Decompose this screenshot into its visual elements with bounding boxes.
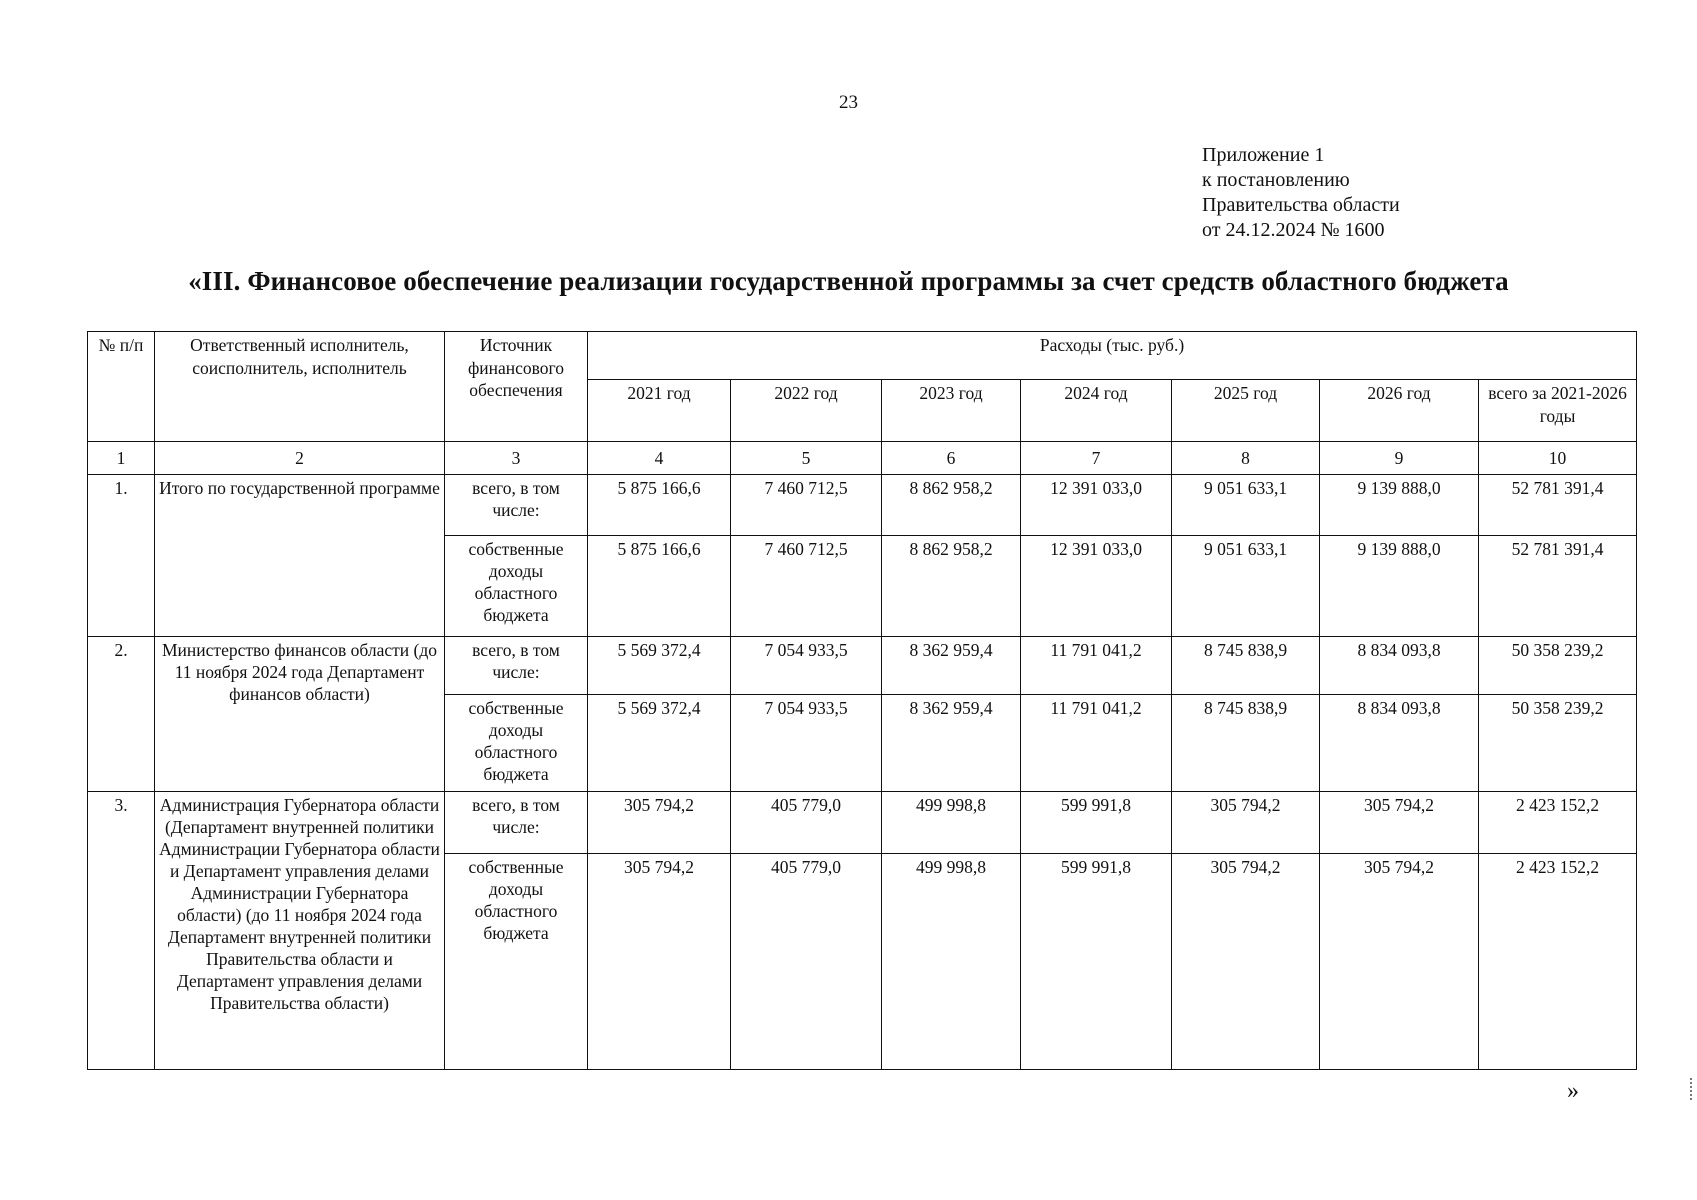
value-cell: 405 779,0: [731, 854, 882, 1070]
value-cell: 9 051 633,1: [1172, 475, 1320, 536]
value-cell: 50 358 239,2: [1479, 637, 1637, 695]
column-number: 9: [1320, 442, 1479, 475]
row-source: всего, в том числе:: [445, 475, 588, 536]
value-cell: 11 791 041,2: [1021, 637, 1172, 695]
appendix-line: Приложение 1: [1202, 144, 1325, 166]
column-number-row: [88, 442, 1637, 475]
value-cell: 8 362 959,4: [882, 695, 1021, 792]
column-number: 8: [1172, 442, 1320, 475]
header-total: всего за 2021-2026 годы: [1479, 380, 1637, 442]
column-number: 5: [731, 442, 882, 475]
page-number: 23: [839, 92, 858, 113]
value-cell: 305 794,2: [1320, 792, 1479, 854]
scan-edge-marks: [1690, 1078, 1696, 1100]
value-cell: 599 991,8: [1021, 792, 1172, 854]
value-cell: 5 875 166,6: [588, 475, 731, 536]
value-cell: 5 875 166,6: [588, 536, 731, 637]
row-source: всего, в том числе:: [445, 792, 588, 854]
value-cell: 2 423 152,2: [1479, 792, 1637, 854]
document-title: «III. Финансовое обеспечение реализации государственной программы за счет средств областного бюджета: [188, 266, 1509, 296]
value-cell: 9 051 633,1: [1172, 536, 1320, 637]
value-cell: 50 358 239,2: [1479, 695, 1637, 792]
header-year-2021: 2021 год: [588, 380, 731, 442]
row-number: 2.: [88, 637, 155, 792]
column-number: 4: [588, 442, 731, 475]
value-cell: 599 991,8: [1021, 854, 1172, 1070]
value-cell: 305 794,2: [1320, 854, 1479, 1070]
row-source: собственные доходы областного бюджета: [445, 695, 588, 792]
value-cell: 52 781 391,4: [1479, 475, 1637, 536]
column-number: 10: [1479, 442, 1637, 475]
value-cell: 5 569 372,4: [588, 637, 731, 695]
header-year-2023: 2023 год: [882, 380, 1021, 442]
closing-quote: »: [1567, 1078, 1579, 1104]
column-number: 7: [1021, 442, 1172, 475]
value-cell: 305 794,2: [588, 792, 731, 854]
row-number: 3.: [88, 792, 155, 1070]
column-number: 6: [882, 442, 1021, 475]
header-source: Источник финансового обеспечения: [445, 332, 588, 442]
value-cell: 52 781 391,4: [1479, 536, 1637, 637]
value-cell: 8 834 093,8: [1320, 637, 1479, 695]
value-cell: 8 745 838,9: [1172, 695, 1320, 792]
value-cell: 2 423 152,2: [1479, 854, 1637, 1070]
row-source: всего, в том числе:: [445, 637, 588, 695]
header-year-2025: 2025 год: [1172, 380, 1320, 442]
table-row: [88, 792, 1637, 854]
financing-table: [87, 331, 1637, 1070]
header-expenses: Расходы (тыс. руб.): [588, 332, 1637, 380]
row-source: собственные доходы областного бюджета: [445, 536, 588, 637]
header-executor: Ответственный исполнитель, соисполнитель, исполнитель: [155, 332, 445, 442]
value-cell: 305 794,2: [1172, 854, 1320, 1070]
header-year-2026: 2026 год: [1320, 380, 1479, 442]
header-year-2024: 2024 год: [1021, 380, 1172, 442]
column-number: 2: [155, 442, 445, 475]
row-source: собственные доходы областного бюджета: [445, 854, 588, 1070]
appendix-line: к постановлению: [1202, 169, 1350, 191]
value-cell: 8 862 958,2: [882, 536, 1021, 637]
value-cell: 11 791 041,2: [1021, 695, 1172, 792]
value-cell: 499 998,8: [882, 792, 1021, 854]
value-cell: 7 054 933,5: [731, 695, 882, 792]
header-num: № п/п: [88, 332, 155, 442]
value-cell: 499 998,8: [882, 854, 1021, 1070]
value-cell: 8 745 838,9: [1172, 637, 1320, 695]
column-number: 3: [445, 442, 588, 475]
value-cell: 8 862 958,2: [882, 475, 1021, 536]
value-cell: 5 569 372,4: [588, 695, 731, 792]
row-executor: Администрация Губернатора области (Департамент внутренней политики Администрации Губернатора области и Департамент управления делами Администрации Губернатора области) (до 11 ноября 2024 года Департамент внутренней политики Правительства области и Департамент управления делами Правительства области): [155, 792, 445, 1070]
row-number: 1.: [88, 475, 155, 637]
value-cell: 305 794,2: [588, 854, 731, 1070]
appendix-block: [1202, 143, 1400, 243]
value-cell: 7 460 712,5: [731, 536, 882, 637]
value-cell: 12 391 033,0: [1021, 536, 1172, 637]
value-cell: 9 139 888,0: [1320, 536, 1479, 637]
appendix-line: от 24.12.2024 № 1600: [1202, 219, 1385, 241]
table-row: [88, 475, 1637, 536]
value-cell: 8 834 093,8: [1320, 695, 1479, 792]
value-cell: 8 362 959,4: [882, 637, 1021, 695]
value-cell: 405 779,0: [731, 792, 882, 854]
header-row: [88, 332, 1637, 380]
column-number: 1: [88, 442, 155, 475]
appendix-line: Правительства области: [1202, 194, 1400, 216]
header-year-2022: 2022 год: [731, 380, 882, 442]
row-executor: Итого по государственной программе: [155, 475, 445, 637]
row-executor: Министерство финансов области (до 11 ноября 2024 года Департамент финансов области): [155, 637, 445, 792]
value-cell: 12 391 033,0: [1021, 475, 1172, 536]
value-cell: 7 054 933,5: [731, 637, 882, 695]
value-cell: 7 460 712,5: [731, 475, 882, 536]
value-cell: 305 794,2: [1172, 792, 1320, 854]
value-cell: 9 139 888,0: [1320, 475, 1479, 536]
table-row: [88, 637, 1637, 695]
